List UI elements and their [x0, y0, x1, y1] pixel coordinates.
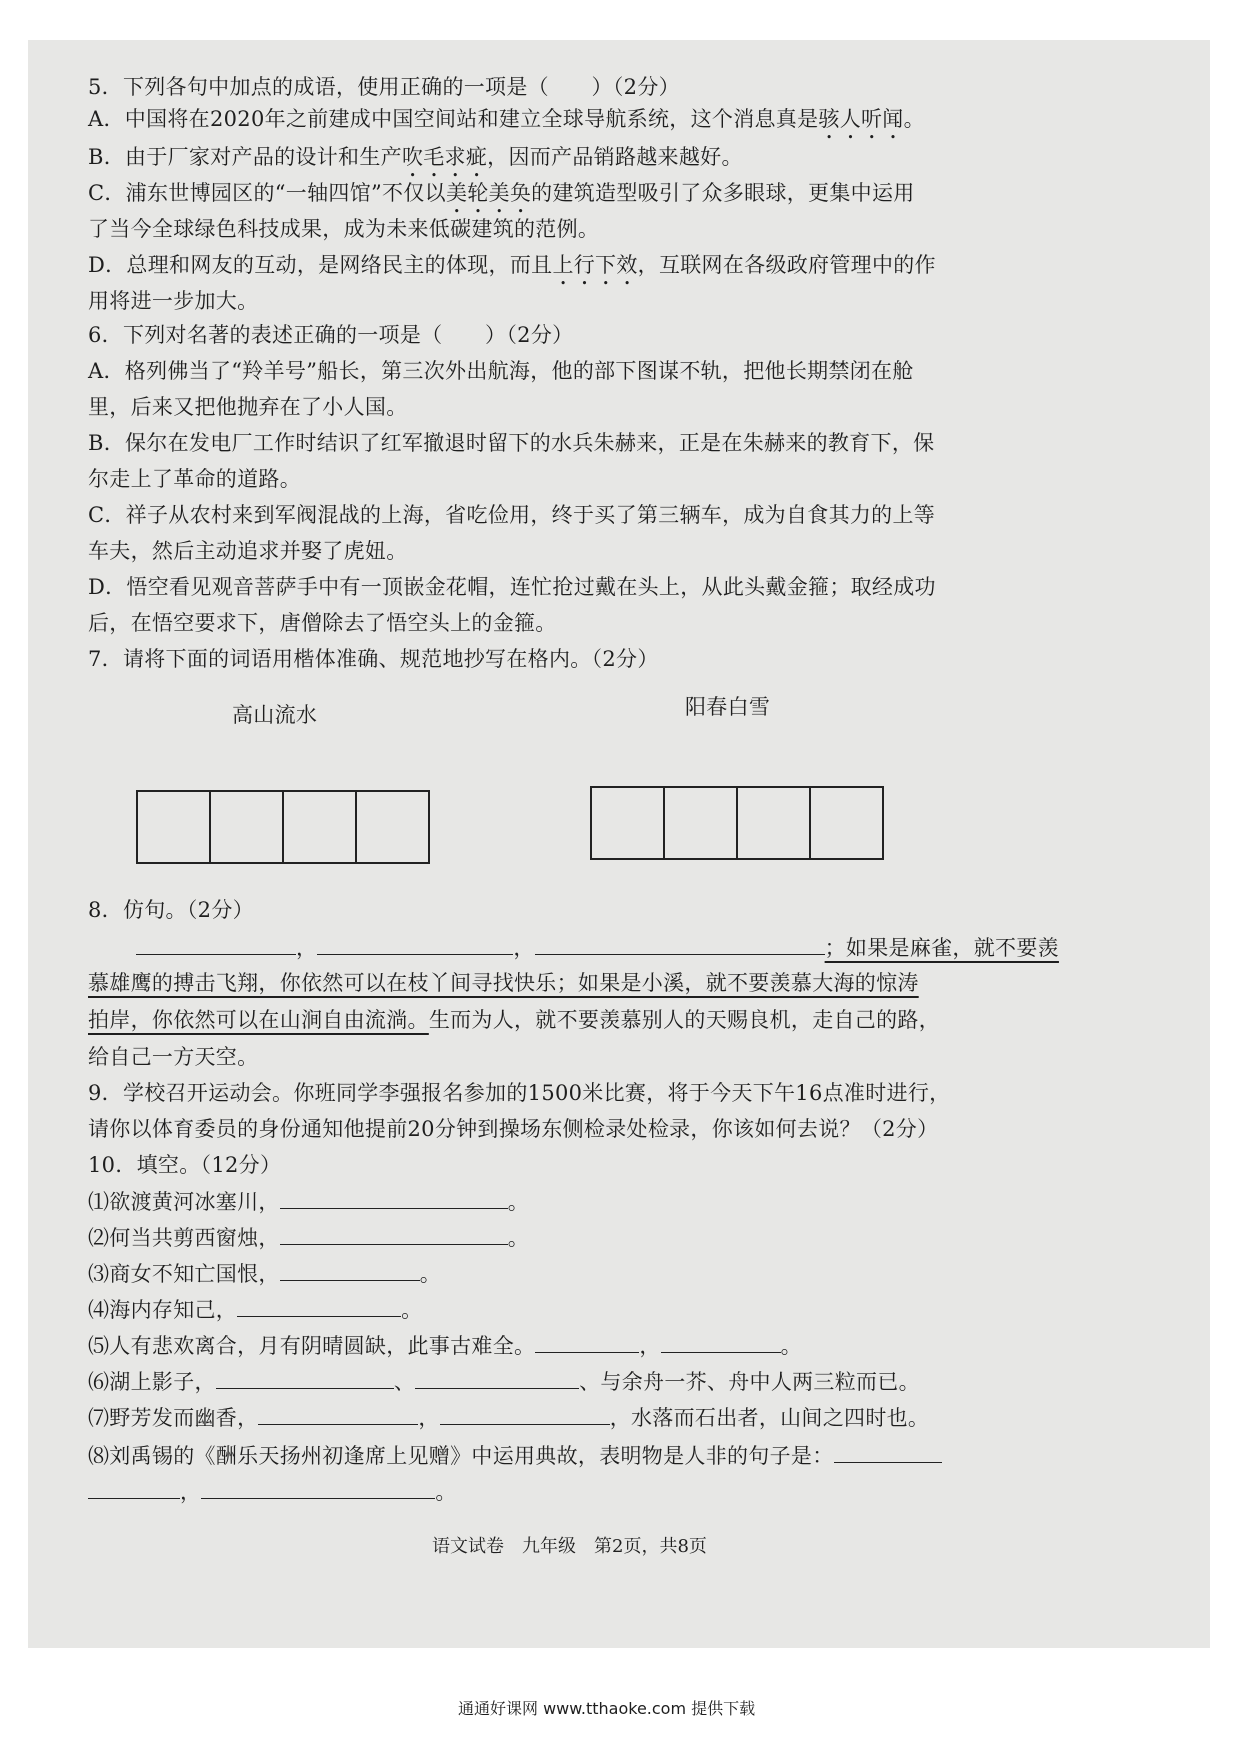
- q5-option-a: A．中国将在2020年之前建成中国空间站和建立全球导航系统，这个消息真是骇人听闻。: [88, 107, 925, 131]
- answer-blank[interactable]: [237, 1294, 401, 1317]
- q10-item-8-cont: ， 。: [88, 1476, 457, 1507]
- q6-stem: 6．下列对名著的表述正确的一项是（ ）（2分）: [88, 323, 574, 347]
- q6-option-b-line2: 尔走上了革命的道路。: [88, 467, 301, 491]
- q7-word-1: 高山流水: [232, 703, 318, 727]
- q5-option-d-line2: 用将进一步加大。: [88, 289, 259, 313]
- answer-blank[interactable]: [834, 1440, 942, 1463]
- q9-line-2: 请你以体育委员的身份通知他提前20分钟到操场东侧检录处检录，你该如何去说？（2分）: [88, 1117, 939, 1141]
- copy-cell[interactable]: [138, 792, 211, 862]
- q6-option-d-line2: 后，在悟空要求下，唐僧除去了悟空头上的金箍。: [88, 611, 557, 635]
- copy-cell[interactable]: [665, 788, 738, 858]
- q7-copy-grid-1[interactable]: [136, 790, 430, 864]
- copy-cell[interactable]: [592, 788, 665, 858]
- q10-item-8: ⑻刘禹锡的《酬乐天扬州初逢席上见赠》中运用典故，表明物是人非的句子是：: [88, 1440, 942, 1471]
- q10-item-2: ⑵何当共剪西窗烛， 。: [88, 1222, 529, 1253]
- answer-blank[interactable]: [661, 1330, 781, 1353]
- q9-line-1: 9．学校召开运动会。你班同学李强报名参加的1500米比赛，将于今天下午16点准时进行，: [88, 1081, 951, 1105]
- q8-line-2: 慕雄鹰的搏击飞翔，你依然可以在枝丫间寻找快乐；如果是小溪，就不要羡慕大海的惊涛: [88, 971, 919, 995]
- page-footer: 语文试卷 九年级 第2页，共8页: [432, 1536, 707, 1557]
- copy-cell[interactable]: [357, 792, 428, 862]
- q5-option-b: B．由于厂家对产品的设计和生产吹毛求疵，因而产品销路越来越好。: [88, 145, 743, 169]
- q6-option-d-line1: D．悟空看见观音菩萨手中有一顶嵌金花帽，连忙抢过戴在头上，从此头戴金箍；取经成功: [88, 575, 936, 599]
- answer-blank[interactable]: [280, 1186, 508, 1209]
- q10-item-3: ⑶商女不知亡国恨， 。: [88, 1258, 441, 1289]
- answer-blank[interactable]: [280, 1222, 508, 1245]
- answer-blank[interactable]: [136, 932, 296, 955]
- q7-copy-grid-2[interactable]: [590, 786, 884, 860]
- q7-word-2: 阳春白雪: [685, 695, 771, 719]
- q8-line-3: 拍岸，你依然可以在山涧自由流淌。生而为人，就不要羡慕别人的天赐良机，走自己的路，: [88, 1008, 941, 1032]
- q7-stem: 7．请将下面的词语用楷体准确、规范地抄写在格内。（2分）: [88, 647, 659, 671]
- q5-option-d-line1: D．总理和网友的互动，是网络民主的体现，而且上行下效，互联网在各级政府管理中的作: [88, 253, 936, 277]
- answer-blank[interactable]: [216, 1366, 394, 1389]
- q8-stem: 8．仿句。（2分）: [88, 898, 254, 922]
- q8-line-1: ， ， ；如果是麻雀，就不要羡: [136, 932, 1059, 963]
- q6-option-c-line1: C．祥子从农村来到军阀混战的上海，省吃俭用，终于买了第三辆车，成为自食其力的上等: [88, 503, 936, 527]
- q10-item-6: ⑹湖上影子， 、 、与余舟一芥、舟中人两三粒而已。: [88, 1366, 920, 1397]
- q6-option-b-line1: B．保尔在发电厂工作时结识了红军撤退时留下的水兵朱赫来，正是在朱赫来的教育下，保: [88, 431, 935, 455]
- q10-item-7: ⑺野芳发而幽香， ， ，水落而石出者，山间之四时也。: [88, 1402, 929, 1433]
- answer-blank[interactable]: [258, 1402, 418, 1425]
- q10-item-1: ⑴欲渡黄河冰塞川， 。: [88, 1186, 529, 1217]
- answer-blank[interactable]: [535, 1330, 639, 1353]
- copy-cell[interactable]: [284, 792, 357, 862]
- download-credit: 通通好课网 www.tthaoke.com 提供下载: [458, 1699, 756, 1718]
- answer-blank[interactable]: [280, 1258, 420, 1281]
- q5-option-c-line1: C．浦东世博园区的“一轴四馆”不仅以美轮美奂的建筑造型吸引了众多眼球，更集中运用: [88, 181, 915, 205]
- answer-blank[interactable]: [535, 932, 825, 955]
- q5-option-c-line2: 了当今全球绿色科技成果，成为未来低碳建筑的范例。: [88, 217, 600, 241]
- copy-cell[interactable]: [811, 788, 882, 858]
- answer-blank[interactable]: [317, 932, 513, 955]
- answer-blank[interactable]: [201, 1476, 435, 1499]
- q8-line-4: 给自己一方天空。: [88, 1045, 259, 1069]
- q6-option-a-line2: 里，后来又把他抛弃在了小人国。: [88, 395, 408, 419]
- q10-stem: 10．填空。（12分）: [88, 1153, 282, 1177]
- answer-blank[interactable]: [88, 1476, 180, 1499]
- q6-option-a-line1: A．格列佛当了“羚羊号”船长，第三次外出航海，他的部下图谋不轨，把他长期禁闭在舱: [88, 359, 914, 383]
- q6-option-c-line2: 车夫，然后主动追求并娶了虎妞。: [88, 539, 408, 563]
- copy-cell[interactable]: [738, 788, 811, 858]
- answer-blank[interactable]: [440, 1402, 610, 1425]
- q5-stem: 5．下列各句中加点的成语，使用正确的一项是（ ）（2分）: [88, 75, 680, 99]
- copy-cell[interactable]: [211, 792, 284, 862]
- answer-blank[interactable]: [415, 1366, 579, 1389]
- q10-item-5: ⑸人有悲欢离合，月有阴晴圆缺，此事古难全。 ， 。: [88, 1330, 802, 1361]
- q10-item-4: ⑷海内存知己， 。: [88, 1294, 422, 1325]
